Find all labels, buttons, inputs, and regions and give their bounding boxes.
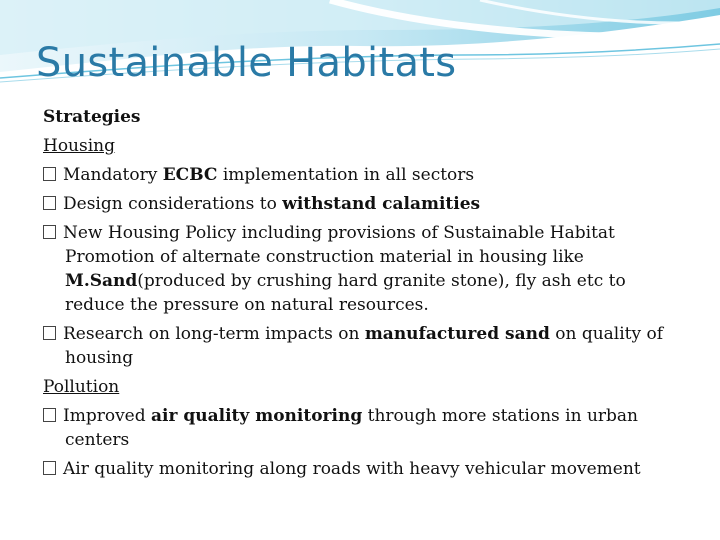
housing-bullet-ecbc: Mandatory ECBC implementation in all sectors xyxy=(43,163,683,187)
bullet-box-icon xyxy=(43,167,56,181)
pollution-bullet-roads: Air quality monitoring along roads with heavy vehicular movement xyxy=(43,457,683,481)
pollution-heading: Pollution xyxy=(43,377,120,397)
slide-title: Sustainable Habitats xyxy=(36,40,457,86)
bullet-box-icon xyxy=(43,408,56,422)
housing-bullet-calamities: Design considerations to withstand calamities xyxy=(43,192,683,216)
bullet-box-icon xyxy=(43,196,56,210)
pollution-bullet-monitoring: Improved air quality monitoring through more stations in urban centers xyxy=(43,404,683,452)
bullet-box-icon xyxy=(43,326,56,340)
housing-bullet-policy: New Housing Policy including provisions of Sustainable Habitat Promotion of alternate construction material in housing like M.Sand(produced by crushing hard granite stone), fly ash etc to reduce the pressure on natural resources. xyxy=(43,221,683,317)
slide-content xyxy=(43,105,683,486)
bullet-box-icon xyxy=(43,461,56,475)
strategies-heading: Strategies xyxy=(43,107,141,127)
housing-bullet-research: Research on long-term impacts on manufactured sand on quality of housing xyxy=(43,322,683,370)
bullet-box-icon xyxy=(43,225,56,239)
housing-heading: Housing xyxy=(43,136,116,156)
